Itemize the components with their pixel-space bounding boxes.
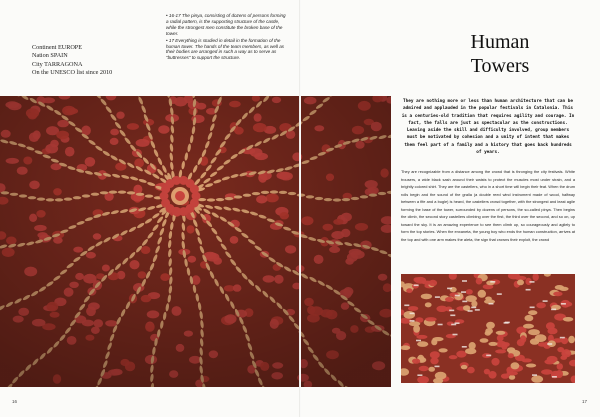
location-info [32,44,142,78]
body-paragraph: They are recognizable from a distance among the crowd that is thronging the city festivals. White trousers, a wide black sash around their waists to protect the muscles most under strain, and a brightly colored shirt. They are the castellers, who in a short time will begin their feat. When the drum rolls begin and the sound of the gralla (a double reed wind instrument made of wood, halfway between a fife and a bugle) is heard, the castellers crowd together, with the strongest and least agile forming the base of the tower, surrounded by dozens of persons, the so-called pinya. Then begins the climb, the second story castellers climbing over the first, the third over the second, and so on, up toward the sky. It is an amazing experience to see them climb up, so courageously and agilely to form the top stories. When the enxaneta, the young boy who ends the human construction, arrives at the top and with one arm makes the aleta, the sign that crowns their exploit, the crowd [401,169,575,242]
human-tower-aerial-photo [0,96,391,387]
photo-caption [166,13,288,62]
continent-line: Continent EUROPE [32,44,83,51]
page-number-right: 17 [582,399,588,404]
title-line: Human [470,31,530,53]
page-gutter [299,0,301,417]
page-number-left: 16 [12,399,18,404]
lead-paragraph: They are nothing more or less than human architecture that can be admired and applauded in the popular festivals in Catalonia. This is a centuries-old tradition that requires agility and courage. In fact, the falls are just as spectacular as the constructions. Leaving aside the skill and difficulty involved, group members must be motivated by cohesion and a unity of intent that makes them feel part of a family and a history that goes back hundreds of years. [401,99,575,156]
caption-paragraph: • 17 Everything is studied in detail in the formation of the human tower. The hands of the team members, as well as their bodies are arranged in such a way as to serve as "buttresses" to support the structure. [166,37,285,61]
caption-paragraph: • 16-17 The pinya, consisting of dozens of persons forming a radial pattern, is the supporting structure of the castle, while the strongest men constitute the broken base of the tower. [166,13,286,36]
human-tower-detail-photo [401,274,575,383]
unesco-line: On the UNESCO list since 2010 [32,69,113,77]
city-line: City TARRAGONA [32,60,83,68]
article-title [440,30,560,78]
nation-line: Nation SPAIN [32,52,68,60]
title-line: Towers [470,55,530,77]
